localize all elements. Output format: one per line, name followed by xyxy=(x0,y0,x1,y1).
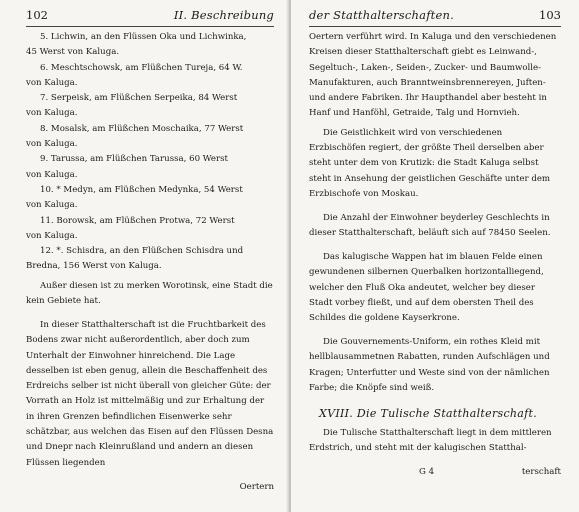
list-item: 9. Tarussa, am Flüßchen Tarussa, 60 Werst von Kaluga. xyxy=(26,154,228,180)
list-item: 11. Borowsk, am Flüßchen Protwa, 72 Werst von Kaluga. xyxy=(26,215,235,241)
right-page-body xyxy=(309,30,561,480)
paragraph-worotinsk: Außer diesen ist zu merken Worotinsk, eine Stadt die kein Gebiete hat. xyxy=(26,280,273,307)
paragraph-fruchtbarkeit: In dieser Statthalterschaft ist die Fruchtbarkeit des Bodens zwar nicht außerordentlich, aber doch zum Unterhalt der Einwohner hinreichend. Die Lage desselben ist eben genug, allein die Beschaffenheit des Erdreichs selber ist nicht überall von gleicher Güte: der Vorrath an Holz ist mittelmäßig und zur Erhaltung der in ihren Grenzen befindlichen Eisenwerke sehr schätzbar, aus welchen das Eisen auf den Flüssen Desna und Dnepr nach Kleinrußland und andern an diesen Flüssen liegenden xyxy=(26,319,274,468)
paragraph-einwohner: Die Anzahl der Einwohner beyderley Geschlechts in dieser Statthalterschaft, beläuft sich auf 78450 Seelen. xyxy=(309,212,551,239)
left-running-title: II. Beschreibung xyxy=(173,8,274,22)
right-running-title: der Statthalterschaften. xyxy=(309,8,454,22)
paragraph-wappen: Das kalugische Wappen hat im blauen Felde einen gewundenen silbernen Querbalken horizontalliegend, welcher den Fluß Oka andeutet, welcher bey dieser Stadt vorbey fließt, und auf dem obersten Theil des Schildes die goldene Kayserkrone. xyxy=(309,252,544,324)
right-page-footer xyxy=(309,465,561,480)
catchword: Oertern xyxy=(239,481,274,492)
right-page-header xyxy=(309,8,561,27)
list-item: 10. * Medyn, am Flüßchen Medynka, 54 Werst von Kaluga. xyxy=(26,184,243,211)
left-page xyxy=(0,0,288,512)
catchword: terschaft xyxy=(521,466,561,477)
paragraph-geistlichkeit: Die Geistlichkeit wird von verschiedenen Erzbischöfen regiert, der größte Theil derselben aber steht unter dem von Krutizk: die Stadt Kaluga selbst steht in Ansehung der geistlichen Geschäfte unter dem Erzbischofe von Moskau. xyxy=(309,127,551,199)
section-heading: XVIII. Die Tulische Statthalterschaft. xyxy=(319,407,538,421)
right-page-number: 103 xyxy=(539,8,561,22)
list-item: 5. Lichwin, an den Flüssen Oka und Lichwinka, 45 Werst von Kaluga. xyxy=(26,32,247,58)
list-item: 12. *. Schisdra, an den Flüßchen Schisdra und Bredna, 156 Werst von Kaluga. xyxy=(26,246,244,272)
right-page xyxy=(291,0,579,512)
list-item: 8. Mosalsk, am Flüßchen Moschaika, 77 Werst von Kaluga. xyxy=(26,123,244,150)
list-item: 6. Meschtschowsk, am Flüßchen Tureja, 64 W. von Kaluga. xyxy=(26,62,243,88)
left-page-header xyxy=(26,8,274,27)
list-item: 7. Serpeisk, am Flüßchen Serpeika, 84 Werst von Kaluga. xyxy=(26,93,238,119)
signature-mark: G 4 xyxy=(419,466,435,477)
paragraph-uniform: Die Gouvernements-Uniform, ein rothes Kleid mit hellblausammetnen Rabatten, runden Aufschlägen und Kragen; Unterfutter und Weste sind von der nämlichen Farbe; die Knöpfe sind weiß. xyxy=(309,337,550,394)
left-page-body xyxy=(26,30,274,494)
paragraph-tulische: Die Tulische Statthalterschaft liegt in dem mittleren Erdstrich, und steht mit der kalugischen Statthal- xyxy=(309,427,552,453)
left-page-number: 102 xyxy=(26,8,48,22)
paragraph-manufakturen: Oertern verführt wird. In Kaluga und den verschiedenen Kreisen dieser Statthalterschaft giebt es Leinwand-, Segeltuch-, Laken-, Seiden-, Zucker- und Baumwolle-Manufakturen, auch Branntweinsbrennereyen, Juften- und andere Fabriken. Ihr Haupthandel aber besteht in Hanf und Hanföhl, Getraide, Talg und Hornvieh. xyxy=(309,32,557,119)
